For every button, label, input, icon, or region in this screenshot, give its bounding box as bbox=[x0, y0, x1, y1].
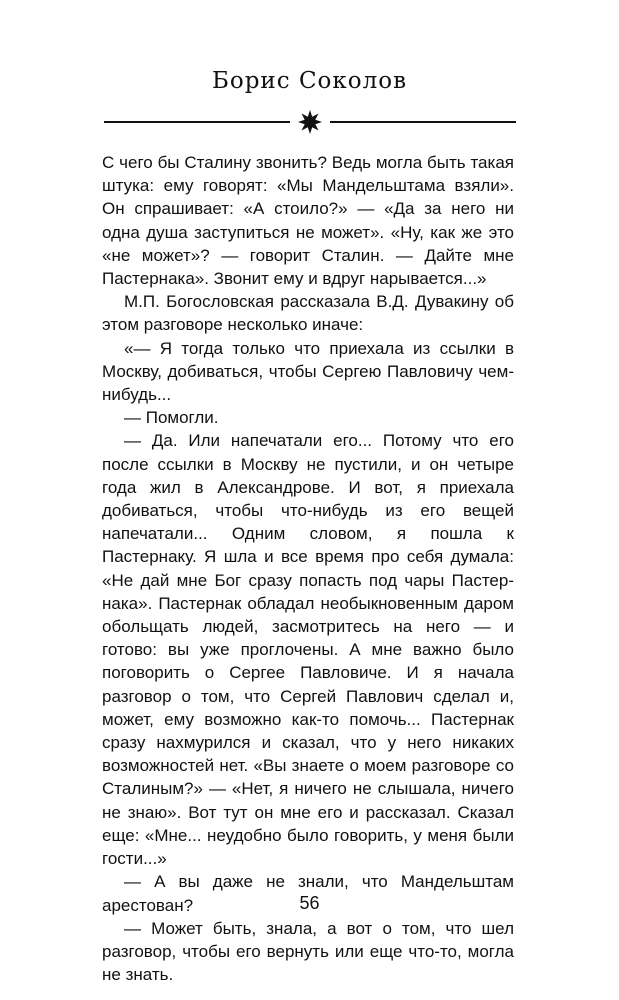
ornament-line-right bbox=[330, 121, 516, 123]
paragraph: М.П. Богословская рассказала В.Д. Дувакину об этом разговоре несколько иначе: bbox=[102, 292, 514, 335]
running-head-title: Борис Соколов bbox=[211, 68, 408, 94]
page-number: 56 bbox=[299, 893, 320, 913]
paragraph: — Может быть, знала, а вот о том, что шел разговор, чтобы его вернуть или еще что-то, могла не знать. bbox=[102, 918, 514, 985]
paragraph: — А вы даже не знали, что Мандельштам арестован? bbox=[102, 872, 514, 915]
star-ornament-icon bbox=[298, 110, 322, 134]
paragraph: — Помогли. bbox=[124, 408, 219, 428]
header-ornament-rule bbox=[104, 110, 516, 134]
paragraph: — Да. Или напечатали его... Потому что его после ссылки в Москву не пустили, и он четыре года жил в Александрове. И вот, я приехала добиваться, чтобы что-нибудь из его вещей напечатали... Одним словом, я пошла к Пастернаку. Я шла и все время про себя думала: «Не дай мне Бог сразу попасть под чары Пастернака». Пастернак обладал необыкновенным даром обольщать людей, засмотритесь на него — и готово: вы уже проглочены. А мне важно было поговорить о Сергее Павловиче. И я начала разговор о том, что Сергей Павлович сделал и, может, ему возможно как-то помочь... Пастернак сразу нахмурился и сказал, что у него никаких возможностей нет. «Вы знаете о моем разговоре со Сталиным?» — «Нет, я ничего не слышала, ничего не знаю». Вот тут он мне его и рассказал. Сказал еще: «Мне... неудобно было говорить, у меня были гости...» bbox=[102, 431, 514, 869]
ornament-line-left bbox=[104, 121, 290, 123]
body-text bbox=[102, 151, 514, 986]
paragraph: С чего бы Сталину звонить? Ведь могла быть такая штука: ему говорят: «Мы Мандельштама взяли». Он спрашивает: «А стоило?» — «Да за него ни одна душа заступиться не может». «Ну, как же это «не может»? — говорит Сталин. — Дайте мне Пастернака». Звонит ему и вдруг нарывается...» bbox=[102, 153, 514, 289]
paragraph: «— Я тогда только что приехала из ссылки в Москву, добиваться, чтобы Сергею Павловичу чем-нибудь... bbox=[102, 338, 514, 405]
